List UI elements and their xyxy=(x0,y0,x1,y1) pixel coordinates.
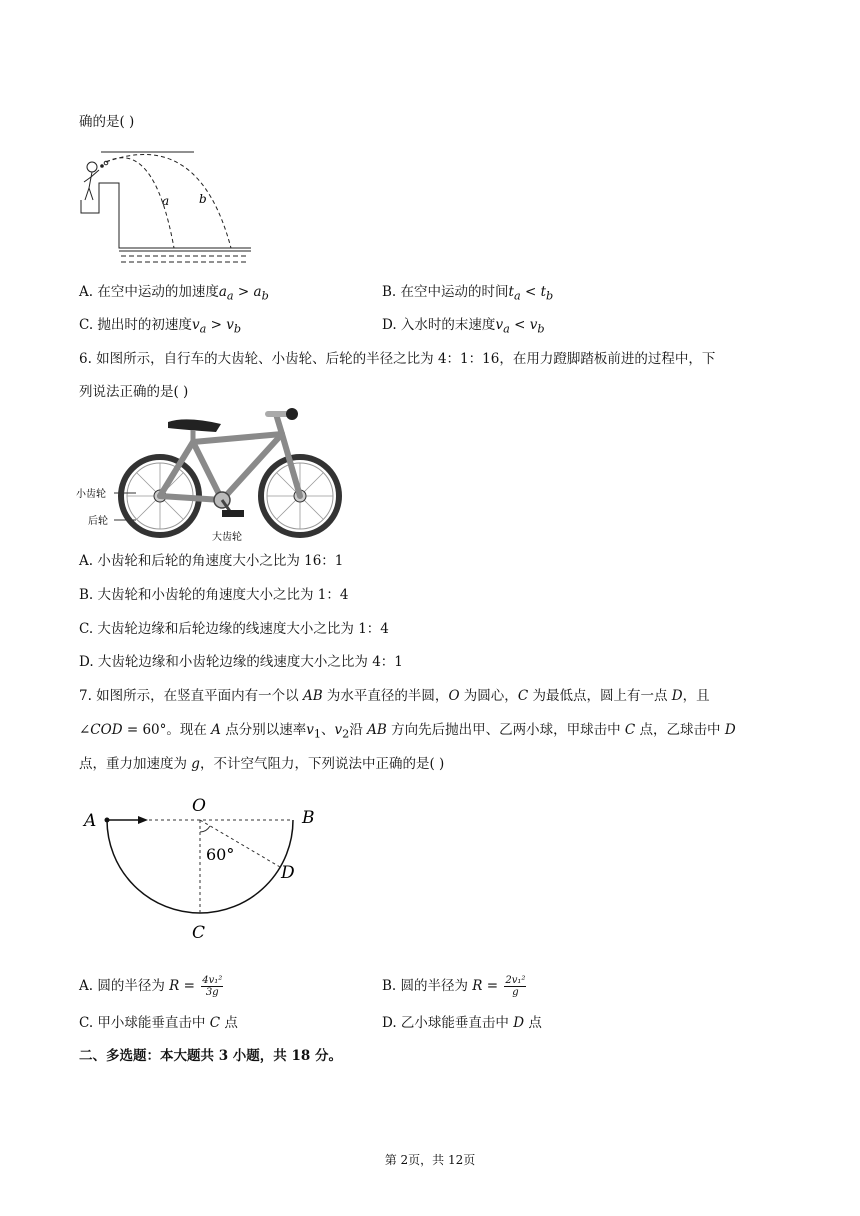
q7-semicircle-figure xyxy=(80,790,330,950)
q7-stem-line3: 点，重力加速度为 g，不计空气阻力，下列说法中正确的是( ) xyxy=(79,756,445,772)
q5-label-b: b xyxy=(199,192,207,206)
page-footer: 第 2页，共 12页 xyxy=(384,1153,476,1167)
q6-stem-line2: 列说法正确的是( ) xyxy=(79,384,189,400)
q6-option-b[interactable]: B. 大齿轮和小齿轮的角速度大小之比为 1：4 xyxy=(79,587,349,603)
q6-label-small-gear: 小齿轮 xyxy=(76,489,106,500)
q7-option-a-fraction: $\frac{\text{4v₁²}}{3g}$ xyxy=(202,975,223,998)
section-heading-multiple-choice: 二、多选题：本大题共 3 小题，共 18 分。 xyxy=(79,1048,342,1064)
q7-label-O: O xyxy=(192,796,206,816)
q5-stem-end: 确的是( ) xyxy=(79,114,135,130)
q5-figure xyxy=(79,148,259,268)
q7-option-a[interactable]: A. 圆的半径为 R = $\frac{\text{4v₁²}}{3g}$ xyxy=(79,975,223,998)
q7-label-angle: 60° xyxy=(206,845,235,864)
q6-label-rear-wheel: 后轮 xyxy=(88,516,108,527)
q6-option-a[interactable]: A. 小齿轮和后轮的角速度大小之比为 16：1 xyxy=(79,553,344,569)
q6-option-c[interactable]: C. 大齿轮边缘和后轮边缘的线速度大小之比为 1：4 xyxy=(79,621,389,637)
q7-option-b[interactable]: B. 圆的半径为 R = $\frac{\text{2v₁²}}{g}$ xyxy=(382,975,526,998)
q5-label-a: a xyxy=(162,194,170,208)
q7-label-A: A xyxy=(84,811,97,831)
q6-stem-line1: 6. 如图所示，自行车的大齿轮、小齿轮、后轮的半径之比为 4：1：16，在用力蹬脚踏板前进的过程中，下 xyxy=(79,351,716,367)
q5-option-b[interactable]: B. 在空中运动的时间$t_a < t_b$ xyxy=(382,284,554,303)
q6-bicycle-figure xyxy=(76,404,348,546)
q7-label-B: B xyxy=(302,808,315,828)
q5-option-d[interactable]: D. 入水时的末速度$v_a < v_b$ xyxy=(382,317,545,336)
q7-label-C: C xyxy=(192,923,206,943)
q5-option-c[interactable]: C. 抛出时的初速度$v_a > v_b$ xyxy=(79,317,242,336)
q7-option-b-fraction: $\frac{\text{2v₁²}}{g}$ xyxy=(505,975,526,998)
q6-label-big-gear: 大齿轮 xyxy=(212,532,242,543)
q6-option-d[interactable]: D. 大齿轮边缘和小齿轮边缘的线速度大小之比为 4：1 xyxy=(79,654,403,670)
q7-stem-line1: 7. 如图所示，在竖直平面内有一个以 AB 为水平直径的半圆，O 为圆心，C 为最低点，圆上有一点 D，且 xyxy=(79,688,710,704)
q7-option-d[interactable]: D. 乙小球能垂直击中 D 点 xyxy=(382,1015,542,1031)
q7-option-c[interactable]: C. 甲小球能垂直击中 C 点 xyxy=(79,1015,238,1031)
q7-label-D: D xyxy=(281,863,295,883)
q5-option-a[interactable]: A. 在空中运动的加速度$a_a > a_b$ xyxy=(79,284,269,303)
q7-stem-line2: ∠COD = 60°。现在 A 点分别以速率$v_1$、$v_2$沿 AB 方向先后抛出甲、乙两小球，甲球击中 C 点，乙球击中 D xyxy=(79,722,736,741)
